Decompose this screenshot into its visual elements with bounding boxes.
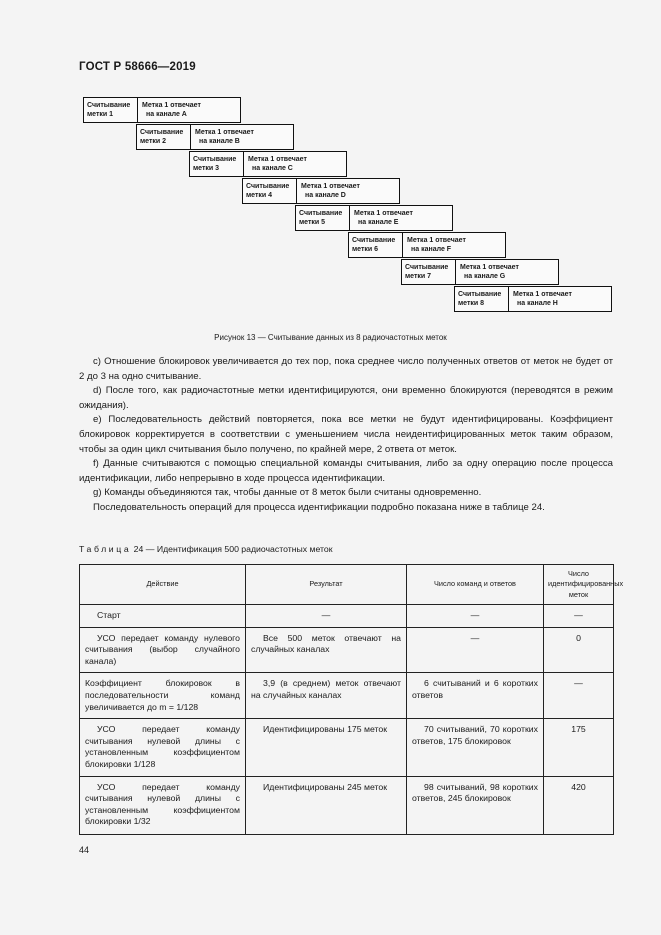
read-label-line: Считывание bbox=[140, 129, 184, 136]
col-header-action: Действие bbox=[80, 565, 246, 605]
reply-label bbox=[509, 287, 611, 311]
reply-label bbox=[244, 152, 346, 176]
reply-label bbox=[297, 179, 399, 203]
cell-result: Все 500 меток отвечают на случайных каналах bbox=[246, 627, 407, 673]
read-label-line: метки 4 bbox=[246, 191, 273, 199]
reply-label bbox=[191, 125, 293, 149]
paragraph-e: e) Последовательность действий повторяется, пока все метки не будут идентифицированы. Коэффициент блокировок корректируется в соответствии с уменьшением числа неидентифицированных меток таким образом, чтобы за один цикл считывания было получено, по крайней мере, 2 ответа от меток. bbox=[79, 414, 613, 455]
read-label-line: Считывание bbox=[299, 210, 343, 217]
table-header-row bbox=[80, 565, 614, 605]
read-label-line: Считывание bbox=[87, 102, 131, 109]
reply-label-line: Метка 1 отвечает bbox=[142, 102, 201, 109]
read-label bbox=[84, 98, 138, 122]
identification-table bbox=[79, 564, 624, 835]
read-step-6 bbox=[348, 232, 506, 258]
table-row bbox=[80, 776, 614, 834]
table-row bbox=[80, 673, 614, 719]
document-header: ГОСТ Р 58666—2019 bbox=[79, 61, 196, 73]
cell-action: Коэффициент блокировок в последовательности команд увеличивается до m = 1/128 bbox=[80, 673, 246, 719]
read-label bbox=[190, 152, 244, 176]
reply-label-line: Метка 1 отвечает bbox=[513, 291, 572, 298]
cell-identified: 175 bbox=[544, 719, 614, 776]
table-row bbox=[80, 605, 614, 628]
read-label-line: Считывание bbox=[405, 264, 449, 271]
read-step-1 bbox=[83, 97, 241, 123]
paragraph-d: d) После того, как радиочастотные метки идентифицируются, они временно блокируются (переводятся в режим ожидания). bbox=[79, 385, 613, 411]
cell-result: 3,9 (в среднем) меток отвечают на случайных каналах bbox=[246, 673, 407, 719]
cell-action: УСО передает команду считывания нулевой длины с установленным коэффициентом блокировки 1/128 bbox=[80, 719, 246, 776]
reply-label-line: Метка 1 отвечает bbox=[301, 183, 360, 190]
read-label bbox=[349, 233, 403, 257]
read-label-line: Считывание bbox=[458, 291, 502, 298]
page-number: 44 bbox=[79, 845, 90, 855]
reply-label-line: на канале H bbox=[517, 299, 558, 307]
cell-commands: 98 считываний, 98 коротких ответов, 245 блокировок bbox=[407, 776, 544, 834]
cell-result: — bbox=[246, 605, 407, 628]
read-step-4 bbox=[242, 178, 400, 204]
reply-label-line: Метка 1 отвечает bbox=[195, 129, 254, 136]
read-label-line: метки 2 bbox=[140, 137, 167, 145]
read-step-3 bbox=[189, 151, 347, 177]
reply-label-line: на канале E bbox=[358, 218, 399, 226]
read-label-line: Считывание bbox=[193, 156, 237, 163]
cell-commands: — bbox=[407, 605, 544, 628]
cell-commands: — bbox=[407, 627, 544, 673]
reply-label bbox=[456, 260, 558, 284]
read-label-line: метки 1 bbox=[87, 110, 114, 118]
body-text bbox=[79, 355, 613, 516]
read-label bbox=[243, 179, 297, 203]
cell-commands: 6 считываний и 6 коротких ответов bbox=[407, 673, 544, 719]
reply-label-line: на канале C bbox=[252, 164, 293, 172]
paragraph-sequence: Последовательность операций для процесса идентификации подробно показана ниже в таблице 24. bbox=[93, 501, 545, 513]
read-label-line: метки 6 bbox=[352, 245, 379, 253]
read-label-line: Считывание bbox=[246, 183, 290, 190]
col-header-identified: Число идентифицированных меток bbox=[544, 565, 614, 605]
read-step-8 bbox=[454, 286, 612, 312]
table-title-text: 24 — Идентификация 500 радиочастотных меток bbox=[131, 544, 333, 554]
reply-label-line: Метка 1 отвечает bbox=[248, 156, 307, 163]
read-label-line: метки 5 bbox=[299, 218, 326, 226]
reply-label-line: на канале D bbox=[305, 191, 346, 199]
reply-label-line: Метка 1 отвечает bbox=[407, 237, 466, 244]
paragraph-g: g) Команды объединяются так, чтобы данные от 8 меток были считаны одновременно. bbox=[93, 487, 482, 499]
col-header-commands: Число команд и ответов bbox=[407, 565, 544, 605]
read-label bbox=[137, 125, 191, 149]
cell-identified: 0 bbox=[544, 627, 614, 673]
reply-label-line: на канале G bbox=[464, 272, 506, 280]
cell-action: УСО передает команду нулевого считывания (выбор случайного канала) bbox=[80, 627, 246, 673]
cell-action: УСО передает команду считывания нулевой длины с установленным коэффициентом блокировки 1/32 bbox=[80, 776, 246, 834]
table-row bbox=[80, 627, 614, 673]
paragraph-c: c) Отношение блокировок увеличивается до тех пор, пока среднее число полученных ответов от меток не будет от 2 до 3 на одно считывание. bbox=[79, 356, 613, 382]
table-title-prefix: Таблица bbox=[79, 544, 132, 554]
reply-label-line: на канале A bbox=[146, 110, 187, 118]
read-step-2 bbox=[136, 124, 294, 150]
reply-label-line: Метка 1 отвечает bbox=[460, 264, 519, 271]
read-label bbox=[455, 287, 509, 311]
reply-label-line: на канале F bbox=[411, 245, 452, 253]
read-label-line: Считывание bbox=[352, 237, 396, 244]
table-title bbox=[79, 544, 333, 554]
figure-caption: Рисунок 13 — Считывание данных из 8 радиочастотных меток bbox=[214, 333, 447, 342]
read-label-line: метки 3 bbox=[193, 164, 220, 172]
col-header-result: Результат bbox=[246, 565, 407, 605]
read-label bbox=[296, 206, 350, 230]
read-label-line: метки 7 bbox=[405, 272, 432, 280]
reply-label-line: на канале B bbox=[199, 137, 240, 145]
cell-action: Старт bbox=[80, 605, 246, 628]
cell-result: Идентифицированы 175 меток bbox=[246, 719, 407, 776]
cell-commands: 70 считываний, 70 коротких ответов, 175 блокировок bbox=[407, 719, 544, 776]
reply-label bbox=[350, 206, 452, 230]
reply-label-line: Метка 1 отвечает bbox=[354, 210, 413, 217]
table-row bbox=[80, 719, 614, 776]
cell-identified: 420 bbox=[544, 776, 614, 834]
reply-label bbox=[403, 233, 505, 257]
read-label-line: метки 8 bbox=[458, 299, 485, 307]
read-label bbox=[402, 260, 456, 284]
cell-result: Идентифицированы 245 меток bbox=[246, 776, 407, 834]
cell-identified: — bbox=[544, 673, 614, 719]
read-step-7 bbox=[401, 259, 559, 285]
read-step-5 bbox=[295, 205, 453, 231]
reply-label bbox=[138, 98, 240, 122]
paragraph-f: f) Данные считываются с помощью специальной команды считывания, либо за одну операцию после процесса идентификации, либо непрерывно в ходе процесса идентификации. bbox=[79, 458, 613, 484]
cell-identified: — bbox=[544, 605, 614, 628]
